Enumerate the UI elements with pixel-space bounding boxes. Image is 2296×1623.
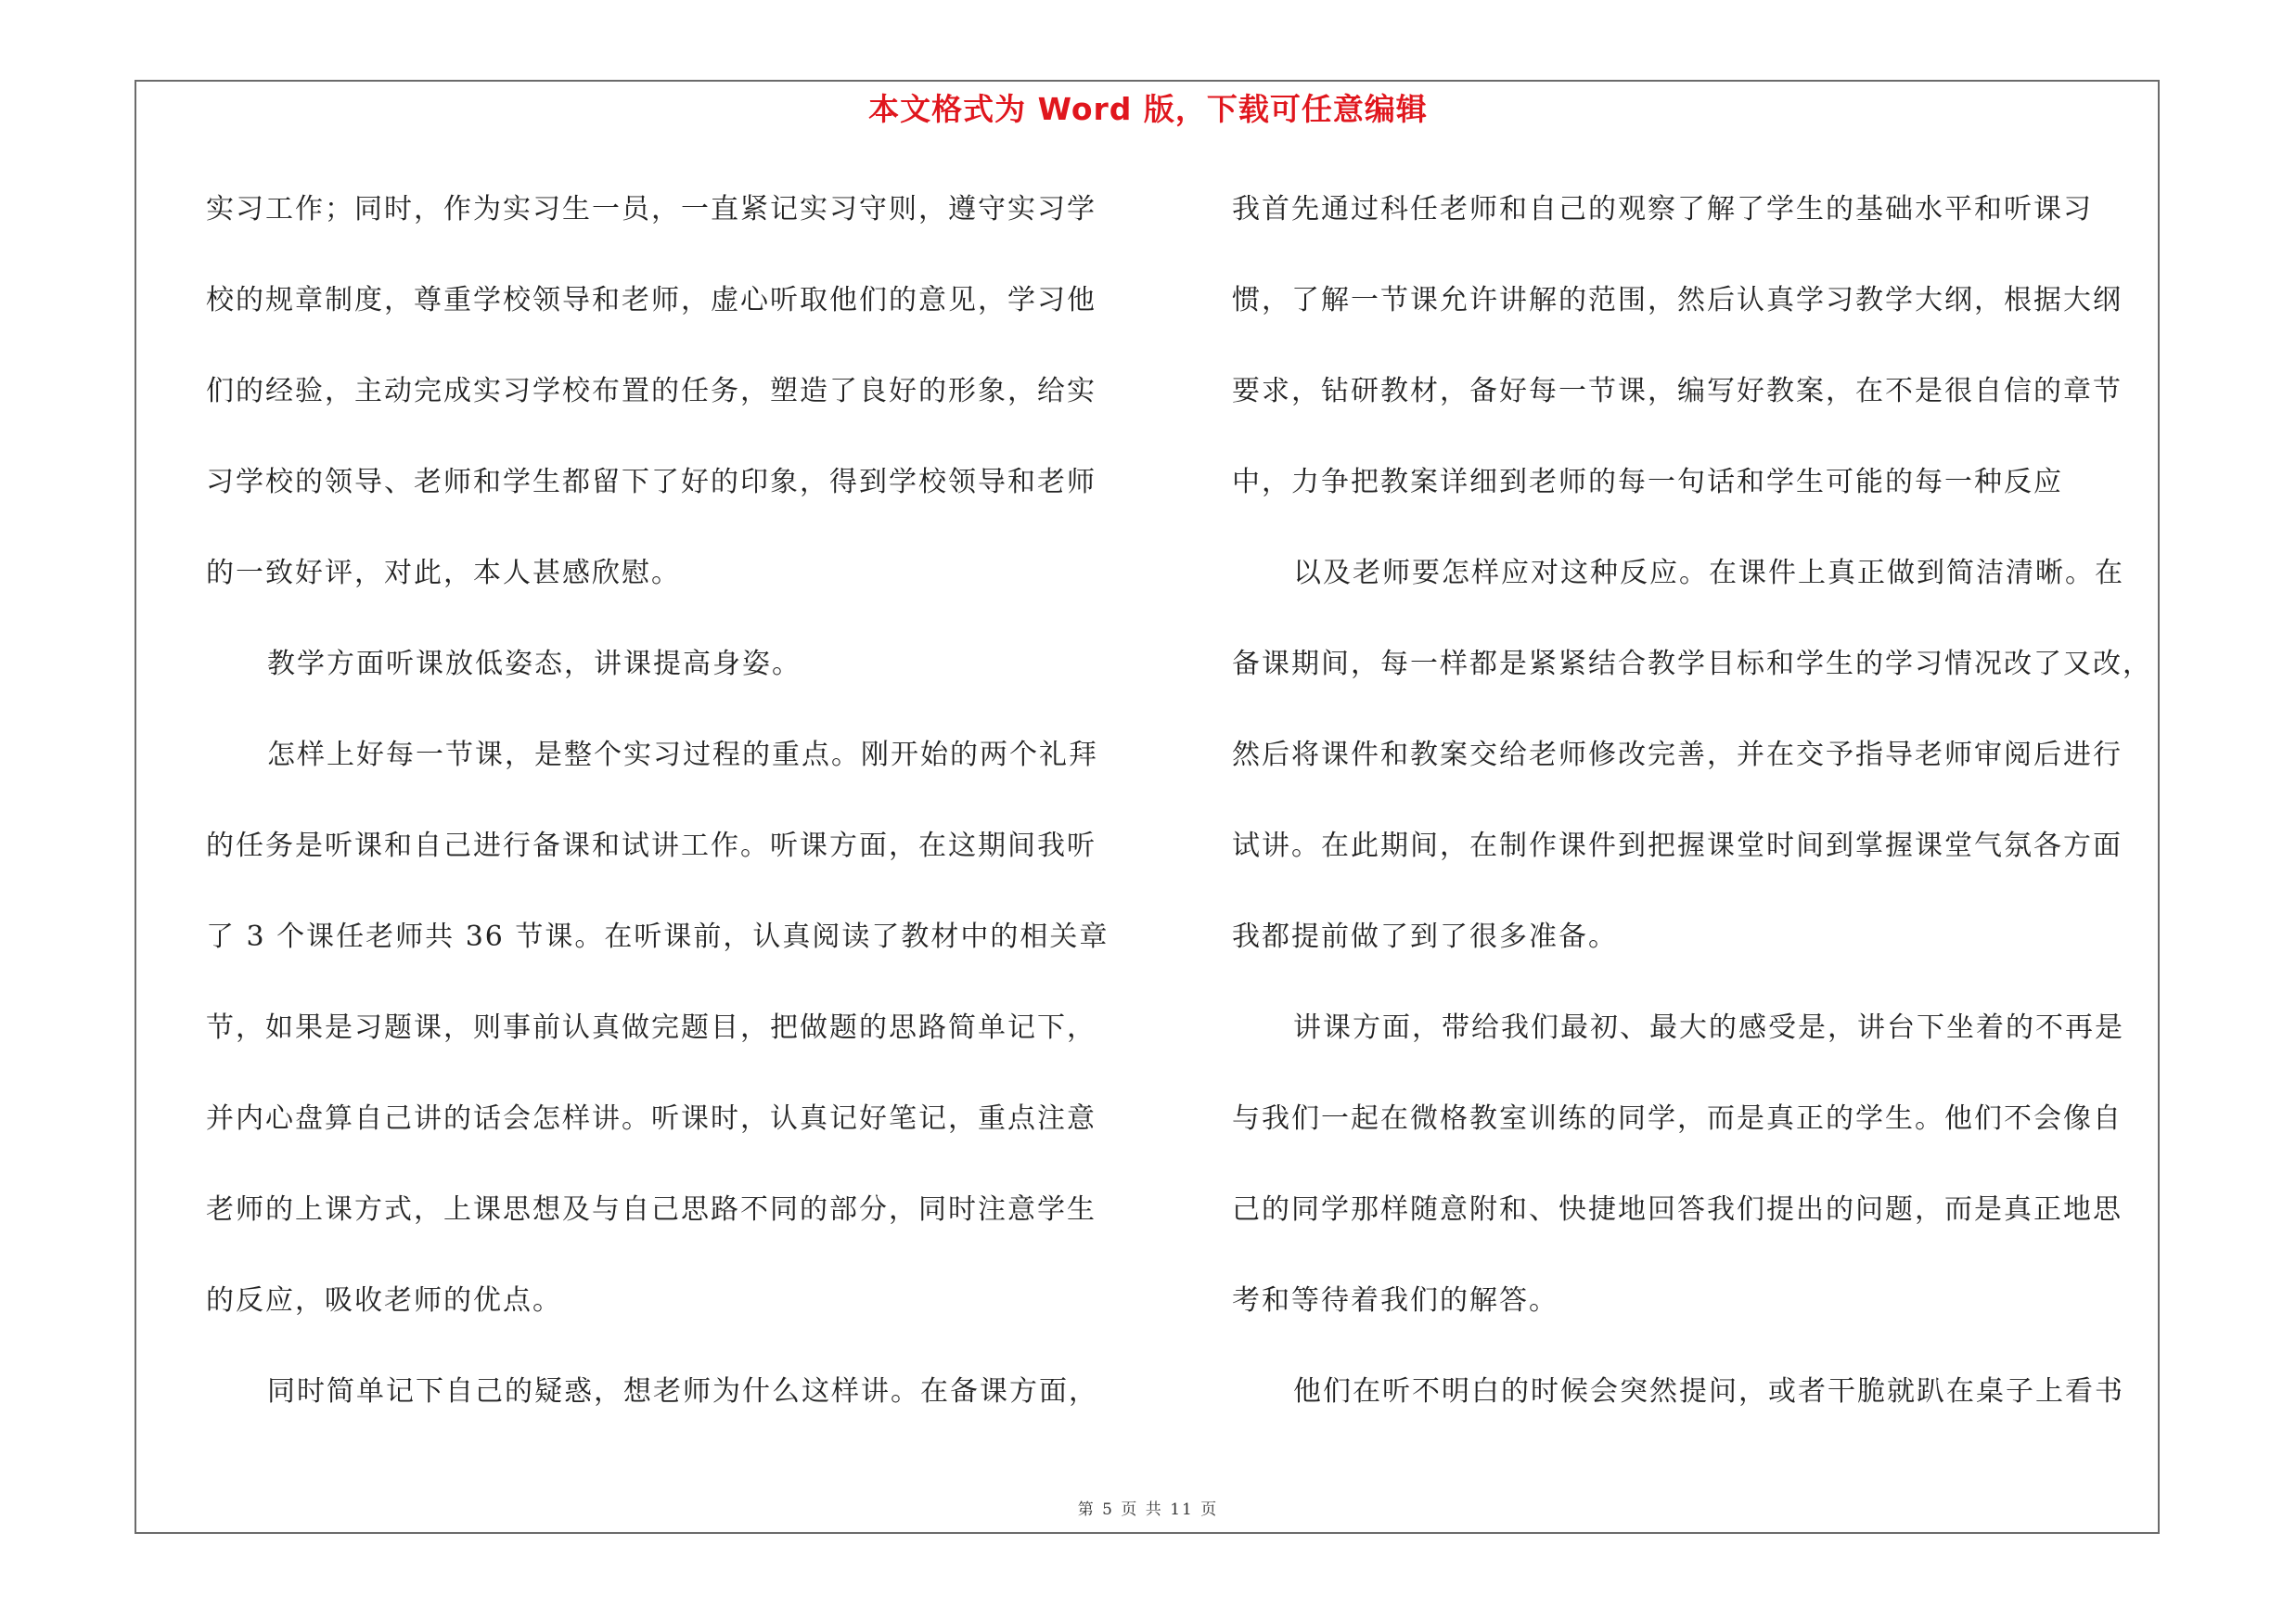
- right-text-column: [1232, 182, 2160, 1455]
- text-line: 同时简单记下自己的疑惑，想老师为什么这样讲。在备课方面，: [267, 1375, 1098, 1408]
- left-text-column: [206, 182, 1134, 1455]
- text-line: 习学校的领导、老师和学生都留下了好的印象，得到学校领导和老师: [206, 466, 1097, 498]
- text-line: 并内心盘算自己讲的话会怎样讲。听课时，认真记好笔记，重点注意: [206, 1102, 1097, 1135]
- text-line: 然后将课件和教案交给老师修改完善，并在交予指导老师审阅后进行: [1232, 739, 2123, 771]
- text-line: 他们在听不明白的时候会突然提问，或者干脆就趴在桌子上看书: [1293, 1375, 2124, 1408]
- text-line: 己的同学那样随意附和、快捷地回答我们提出的问题，而是真正地思: [1232, 1193, 2123, 1226]
- text-line: 的任务是听课和自己进行备课和试讲工作。听课方面，在这期间我听: [206, 830, 1097, 862]
- text-line: 的反应，吸收老师的优点。: [206, 1284, 562, 1317]
- text-line: 教学方面听课放低姿态，讲课提高身姿。: [267, 648, 802, 680]
- format-notice-banner: 本文格式为 Word 版，下载可任意编辑: [868, 91, 1428, 127]
- text-line: 以及老师要怎样应对这种反应。在课件上真正做到简洁清晰。在: [1293, 557, 2124, 589]
- text-line: 要求，钻研教材，备好每一节课，编写好教案，在不是很自信的章节: [1232, 375, 2123, 407]
- text-line: 试讲。在此期间，在制作课件到把握课堂时间到掌握课堂气氛各方面: [1232, 830, 2123, 862]
- text-line: 惯，了解一节课允许讲解的范围，然后认真学习教学大纲，根据大纲: [1232, 284, 2123, 316]
- text-line: 我首先通过科任老师和自己的观察了解了学生的基础水平和听课习: [1232, 193, 2093, 225]
- text-line: 实习工作；同时，作为实习生一员，一直紧记实习守则，遵守实习学: [206, 193, 1097, 225]
- text-line: 节，如果是习题课，则事前认真做完题目，把做题的思路简单记下，: [206, 1011, 1097, 1044]
- page-number-footer: 第 5 页 共 11 页: [1077, 1501, 1219, 1519]
- text-line: 了 3 个课任老师共 36 节课。在听课前，认真阅读了教材中的相关章: [206, 921, 1110, 953]
- text-line: 我都提前做了到了很多准备。: [1232, 921, 1618, 953]
- text-line: 老师的上课方式，上课思想及与自己思路不同的部分，同时注意学生: [206, 1193, 1097, 1226]
- text-line: 们的经验，主动完成实习学校布置的任务，塑造了良好的形象，给实: [206, 375, 1097, 407]
- text-line: 的一致好评，对此，本人甚感欣慰。: [206, 557, 681, 589]
- text-line: 备课期间，每一样都是紧紧结合教学目标和学生的学习情况改了又改，: [1232, 648, 2152, 680]
- text-line: 与我们一起在微格教室训练的同学，而是真正的学生。他们不会像自: [1232, 1102, 2123, 1135]
- text-line: 校的规章制度，尊重学校领导和老师，虚心听取他们的意见，学习他: [206, 284, 1097, 316]
- text-line: 中，力争把教案详细到老师的每一句话和学生可能的每一种反应: [1232, 466, 2063, 498]
- text-line: 讲课方面，带给我们最初、最大的感受是，讲台下坐着的不再是: [1293, 1011, 2124, 1044]
- text-line: 考和等待着我们的解答。: [1232, 1284, 1558, 1317]
- text-line: 怎样上好每一节课，是整个实习过程的重点。刚开始的两个礼拜: [267, 739, 1098, 771]
